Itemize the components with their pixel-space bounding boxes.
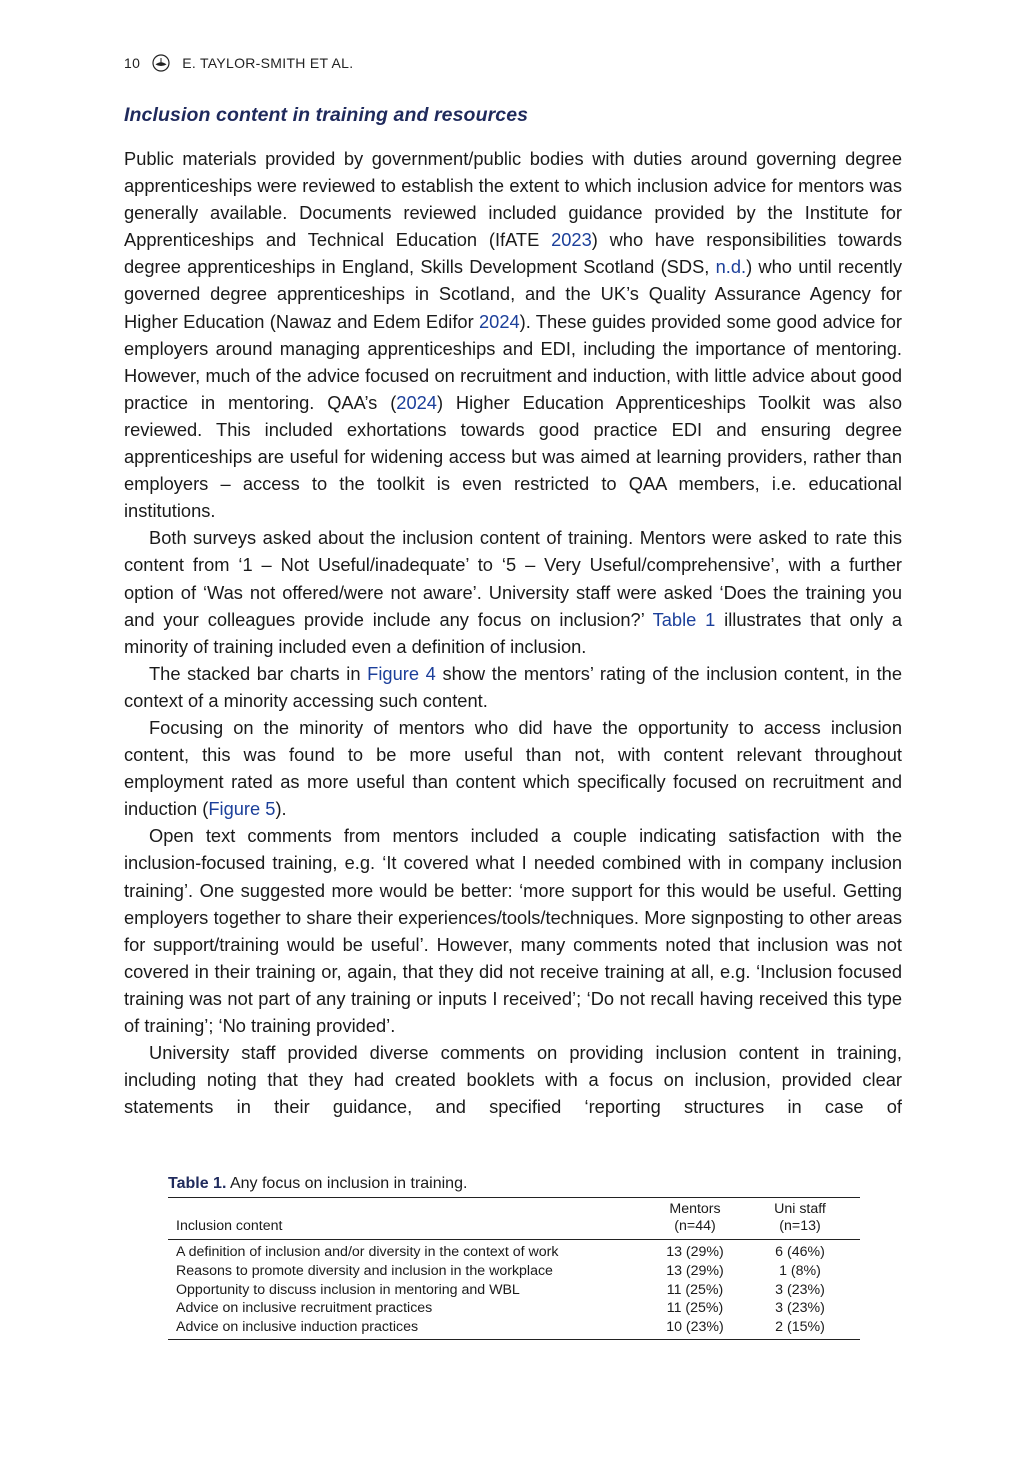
paragraph-text: ) Higher Education Apprenticeships Toolkit was also reviewed. This included exhortations towards good practice EDI and ensuring degree apprenticeships are useful for widening access but was aimed at learning providers, rather than employers – access to the toolkit is even restricted to QAA members, i.e. educational institutions. [124, 391, 902, 522]
citation-link[interactable]: 2024 [396, 391, 437, 413]
paragraph-1 [124, 145, 902, 524]
cell-mentors: 11 (25%) [666, 1300, 724, 1317]
paragraph-text: Focusing on the minority of mentors who did have the opportunity to access inclusion content, this was found to be more useful than not, with content relevant throughout employment rated as more useful than content which specifically focused on recruitment and induction ( [124, 716, 902, 820]
header-uni-staff-label: Uni staff [774, 1201, 826, 1217]
cell-uni: 1 (8%) [779, 1262, 821, 1279]
publisher-logo-icon [152, 54, 170, 72]
citation-link[interactable]: 2023 [551, 229, 592, 251]
paragraph-text: show the mentors’ rating of the inclusion content, in the context of a minority accessing such content. [124, 662, 902, 711]
table-row [168, 1281, 860, 1300]
paragraph-text: ) who until recently governed degree apprenticeships in Scotland, and the UK’s Quality Assurance Agency for Higher Education (Nawaz and Edem Edifor [124, 256, 902, 332]
paragraph-5: Open text comments from mentors included a couple indicating satisfaction with the inclusion-focused training, e.g. ‘It covered what I needed combined with in company inclusion training’. One suggested more would be better: ‘more support for this would be useful. Getting employers together to share their experiences/tools/techniques. More signposting to other areas for support/training would be useful’. However, many comments noted that inclusion was not covered in their training or, again, that they did not receive training at all, e.g. ‘Inclusion focused training was not part of any training or inputs I received’; ‘Do not recall having received this type of training’; ‘No training provided’. [124, 825, 902, 1036]
data-table [168, 1197, 860, 1340]
paragraph-text: ). [275, 798, 287, 820]
table-caption-text: Any focus on inclusion in training. [226, 1175, 468, 1192]
cell-uni: 3 (23%) [775, 1281, 825, 1298]
cell-mentors: 10 (23%) [640, 1318, 750, 1339]
header-mentors-label: Mentors [669, 1201, 721, 1217]
paragraph-text: ). These guides provided some good advice for employers around managing apprenticeships and EDI, including the importance of mentoring. However, much of the advice focused on recruitment and induction, with little advice about good practice in mentoring. QAA’s ( [124, 310, 902, 413]
table-1 [168, 1175, 860, 1340]
cell-mentors: 11 (25%) [666, 1281, 724, 1298]
header-uni-staff [750, 1198, 860, 1240]
paragraph-text: The stacked bar charts in [149, 662, 368, 684]
figure-link[interactable]: Figure 5 [208, 798, 276, 820]
running-head-authors: E. TAYLOR-SMITH ET AL. [182, 55, 354, 71]
cell-uni: 3 (23%) [775, 1300, 825, 1317]
cell-content: Reasons to promote diversity and inclusion in the workplace [176, 1262, 553, 1279]
cell-uni: 6 (46%) [775, 1244, 825, 1260]
cell-content: Advice on inclusive induction practices [168, 1318, 640, 1339]
paragraph-text: Both surveys asked about the inclusion content of training. Mentors were asked to rate this content from ‘1 – Not Useful/inadequate’ to ‘5 – Very Useful/comprehensive’, with a further option of ‘Was not offered/were not aware’. University staff were asked ‘Does the training you and your colleagues provide include any focus on inclusion?’ [124, 527, 902, 630]
header-inclusion-content: Inclusion content [168, 1198, 640, 1240]
table-header-row [168, 1198, 860, 1240]
cell-content: Advice on inclusive recruitment practices [176, 1300, 433, 1317]
header-mentors-n: (n=44) [674, 1218, 716, 1234]
paragraph-text: illustrates that only a minority of training included even a definition of inclusion. [124, 608, 903, 657]
table-link[interactable]: Table 1 [652, 608, 716, 630]
cell-mentors: 13 (29%) [666, 1262, 724, 1279]
cell-content: A definition of inclusion and/or diversity in the context of work [176, 1244, 559, 1260]
paragraph-2 [124, 524, 902, 659]
header-uni-staff-n: (n=13) [779, 1218, 821, 1234]
paragraph-4 [124, 714, 902, 822]
table-caption-label: Table 1. [168, 1175, 227, 1192]
paragraph-3 [124, 660, 902, 714]
table-row [168, 1299, 860, 1318]
cell-content: Opportunity to discuss inclusion in mentoring and WBL [176, 1281, 520, 1298]
table-row [168, 1262, 860, 1281]
body-text [124, 145, 902, 1120]
page-number: 10 [124, 55, 141, 71]
header-mentors [640, 1198, 750, 1240]
paragraph-6: University staff provided diverse comments on providing inclusion content in training, including noting that they had created booklets with a focus on inclusion, provided clear statements in their guidance, and specified ‘reporting structures in case of [124, 1042, 902, 1118]
cell-mentors: 13 (29%) [666, 1244, 724, 1260]
table-row [168, 1318, 860, 1339]
paragraph-text: Public materials provided by government/public bodies with duties around governing degree apprenticeships were reviewed to establish the extent to which inclusion advice for mentors was generally available. Documents reviewed included guidance provided by the Institute for Apprenticeships and Technical Education (IfATE [124, 148, 902, 251]
table-caption [168, 1175, 860, 1193]
running-head [124, 53, 353, 73]
figure-link[interactable]: Figure 4 [367, 662, 436, 684]
table-row [168, 1240, 860, 1262]
citation-link[interactable]: n.d. [715, 256, 747, 278]
section-heading: Inclusion content in training and resources [124, 104, 529, 126]
citation-link[interactable]: 2024 [478, 310, 520, 332]
cell-uni: 2 (15%) [750, 1318, 860, 1339]
paragraph-text: ) who have responsibilities towards degree apprenticeships in England, Skills Development Scotland (SDS, [124, 229, 902, 278]
